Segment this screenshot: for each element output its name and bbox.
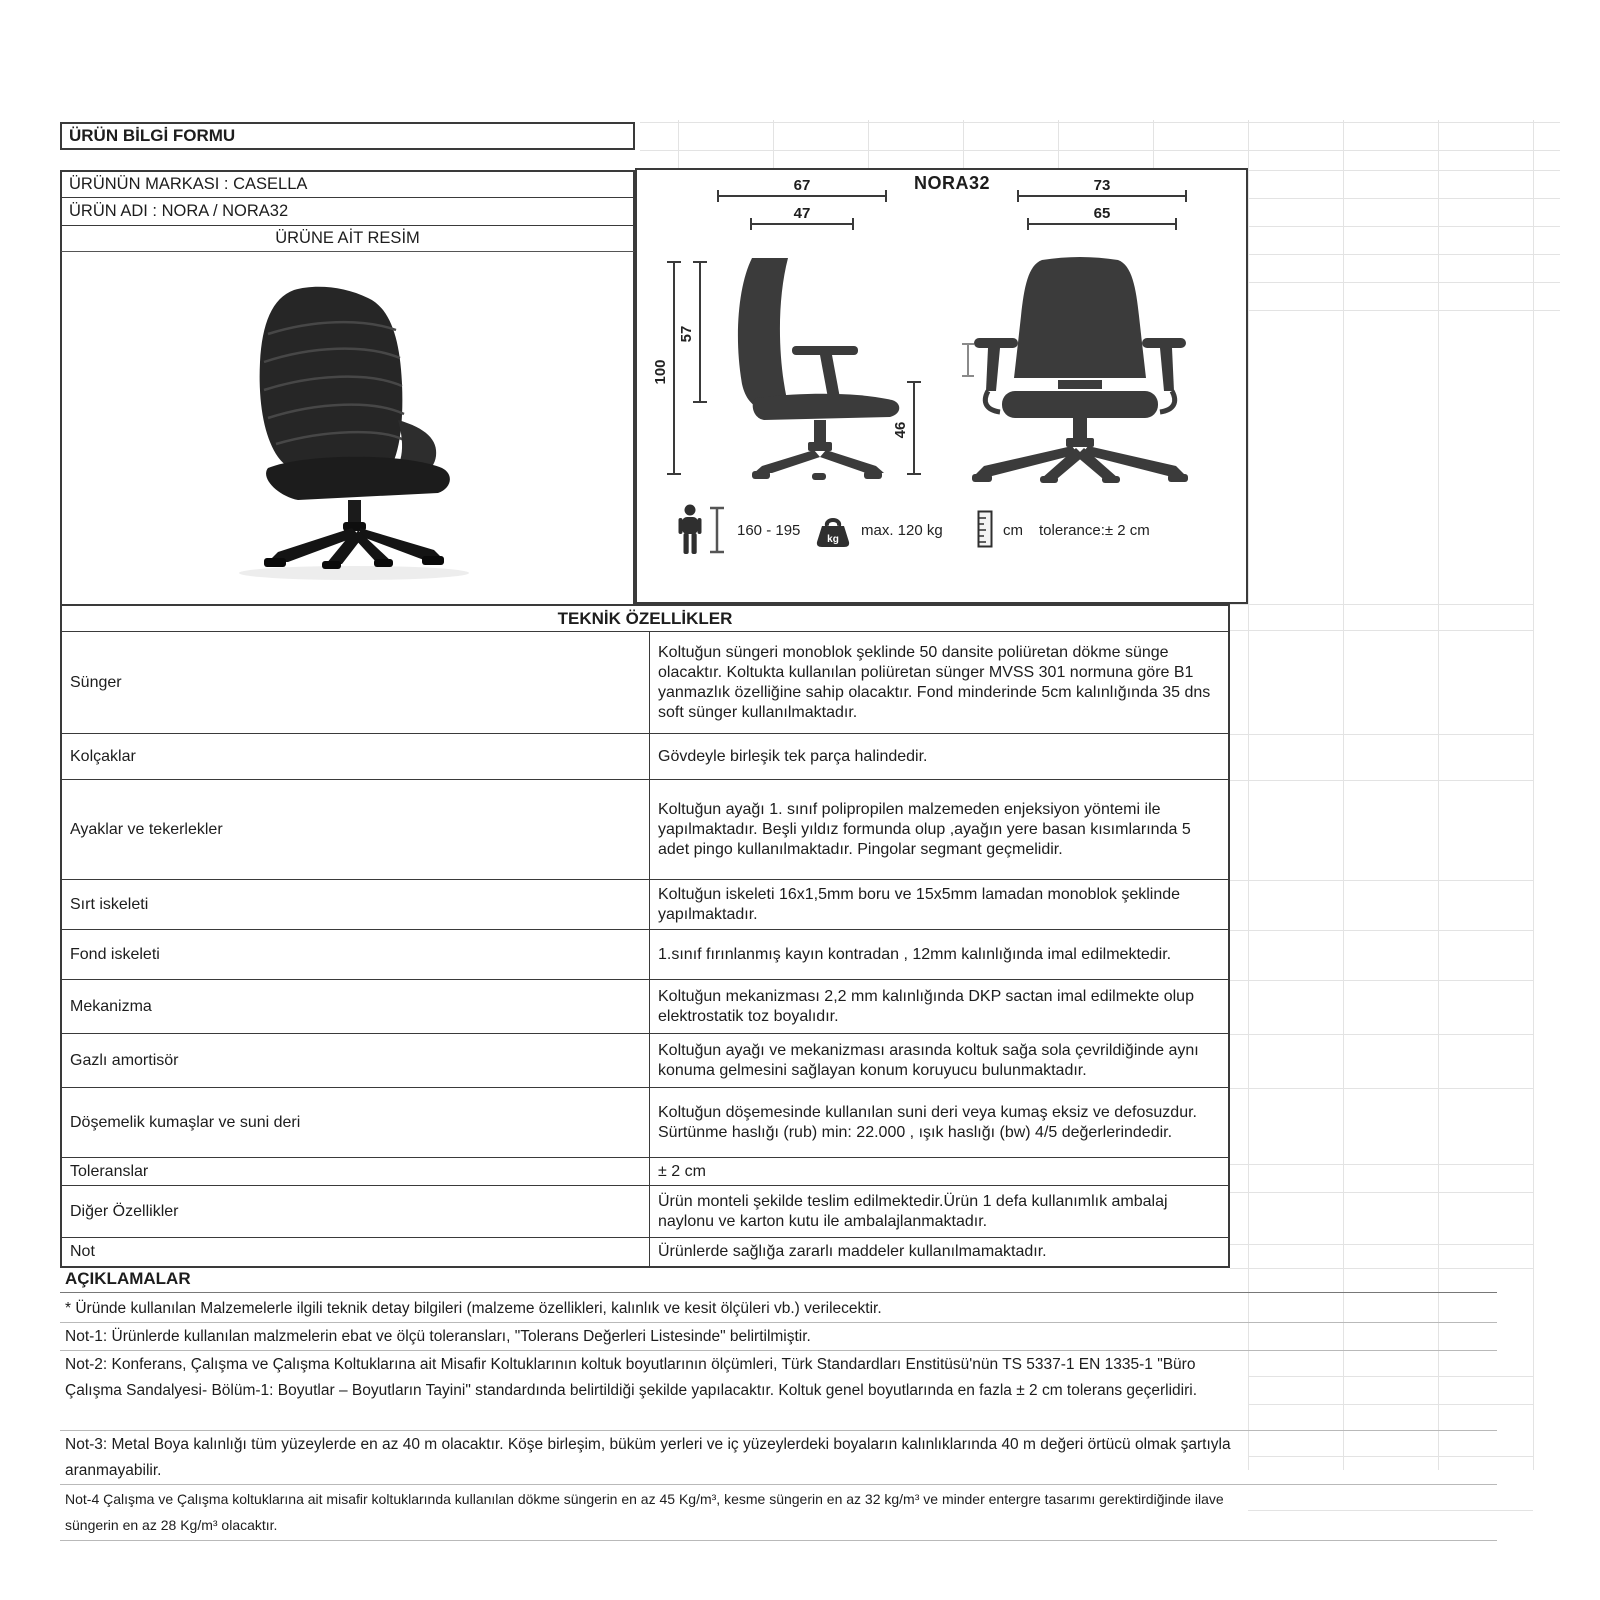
table-row xyxy=(62,1088,1228,1158)
grid-line xyxy=(1248,282,1560,283)
dim-front-seat-width: 65 xyxy=(1027,206,1177,225)
note-asterisk: * Üründe kullanılan Malzemelerle ilgili teknik detay bilgileri (malzeme özellikleri, kalınlık ve kesit ölçüleri vb.) verilecektir. xyxy=(65,1300,882,1317)
side-view-diagram xyxy=(652,252,932,488)
spec-label: Döşemelik kumaşlar ve suni deri xyxy=(62,1088,650,1157)
product-name-text: ÜRÜN ADI : NORA / NORA32 xyxy=(69,202,289,220)
weight-icon xyxy=(815,514,851,548)
product-name-cell xyxy=(60,198,635,227)
table-row xyxy=(62,734,1228,780)
grid-line xyxy=(640,150,1560,151)
dim-height-seat: 46 xyxy=(892,421,909,439)
divider xyxy=(60,1322,1497,1323)
table-row xyxy=(62,880,1228,930)
spec-label: Sırt iskeleti xyxy=(62,880,650,929)
max-weight-label: max. 120 kg xyxy=(861,522,943,539)
spec-value: Koltuğun ayağı 1. sınıf polipropilen malzemeden enjeksiyon yöntemi ile yapılmaktadır. Beşli yıldız formunda olup ,ayağın yere basan kısımlarında 5 adet pingo kullanılmaktadır. Pingolar segmant geçmelidir. xyxy=(658,800,1191,858)
dim-height-total: 100 xyxy=(652,359,669,385)
spec-label: Fond iskeleti xyxy=(62,930,650,979)
divider xyxy=(60,1540,1497,1541)
person-height-icon xyxy=(675,504,729,556)
spec-label: Toleranslar xyxy=(62,1158,650,1185)
divider xyxy=(60,1292,1497,1293)
brand-cell xyxy=(60,170,635,199)
front-dim-bracket xyxy=(962,344,974,376)
grid-line xyxy=(1230,880,1533,881)
grid-line xyxy=(1248,254,1560,255)
chair-photo-seat xyxy=(266,457,450,500)
spec-label: Ayaklar ve tekerlekler xyxy=(62,780,650,879)
spec-value: Koltuğun döşemesinde kullanılan suni deri veya kumaş eksiz ve defosuzdur. Sürtünme haslığı (rub) min: 22.000 , ışık haslığı (bw) 4/5 değerlerindedir. xyxy=(658,1103,1197,1141)
table-row xyxy=(62,632,1228,734)
grid-line xyxy=(1230,734,1533,735)
grid-line xyxy=(1230,1268,1533,1269)
spec-value: Koltuğun süngeri monoblok şeklinde 50 dansite poliüretan dökme sünge olacaktır. Koltukta kullanılan poliüretan sünger MVSS 301 normuna göre B1 yanmazlık özelliğine sahip olacaktır. Fond minderinde 5cm kalınlığında 35 dns soft sünger kullanılmaktadır. xyxy=(658,643,1211,721)
spec-table xyxy=(60,604,1230,1268)
grid-line xyxy=(868,120,869,168)
table-row xyxy=(62,1186,1228,1238)
grid-line xyxy=(1248,198,1560,199)
spec-label: Mekanizma xyxy=(62,980,650,1033)
grid-line xyxy=(1248,1456,1533,1457)
grid-line xyxy=(1248,1404,1533,1405)
front-chair-silhouette xyxy=(972,257,1188,483)
chair-photo-backrest xyxy=(260,287,403,480)
grid-line xyxy=(1230,930,1533,931)
dim-front-outer-width: 73 xyxy=(1017,178,1187,197)
spec-value: Ürünlerde sağlığa zararlı maddeler kullanılmamaktadır. xyxy=(658,1243,1047,1260)
note-1: Not-1: Ürünlerde kullanılan malzmelerin ebat ve ölçü toleransları, "Tolerans Değerleri Listesinde" belirtilmiştir. xyxy=(65,1328,811,1345)
grid-line xyxy=(1230,1244,1533,1245)
spec-value: Ürün monteli şekilde teslim edilmektedir.Ürün 1 defa kullanımlık ambalaj naylonu ve karton kutu ile ambalajlanmaktadır. xyxy=(658,1192,1168,1230)
grid-line xyxy=(1230,1088,1533,1089)
grid-line xyxy=(1248,310,1560,311)
note-2: Not-2: Konferans, Çalışma ve Çalışma Koltuklarına ait Misafir Koltuklarının koltuk boyutlarının ölçümleri, Türk Standardları Enstitüsü'nün TS 5337-1 EN 1335-1 "Büro Çalışma Sandalyesi- Bölüm-1: Boyutlar – Boyutların Tayini" standardında belirtildiği şekilde yapılacaktır. Koltuk genel boyutlarında en fazla ± 2 cm tolerans geçerlidiri. xyxy=(65,1356,1198,1399)
form-title-cell xyxy=(60,122,635,150)
grid-line xyxy=(678,120,679,168)
divider xyxy=(60,1484,1497,1485)
side-dim-lines xyxy=(667,262,921,474)
chair-photo-base xyxy=(264,500,444,569)
grid-line xyxy=(1230,1164,1533,1165)
image-caption-text: ÜRÜNE AİT RESİM xyxy=(275,229,420,247)
grid-line xyxy=(1248,170,1560,171)
table-row xyxy=(62,1158,1228,1186)
side-chair-silhouette xyxy=(738,258,899,480)
weight-unit-label: kg xyxy=(827,534,839,545)
spec-label: Diğer Özellikler xyxy=(62,1186,650,1237)
spec-value: Koltuğun ayağı ve mekanizması arasında koltuk sağa sola çevrildiğinde aynı konuma gelmesini sağlayan konum koruyucu bulunmaktadır. xyxy=(658,1041,1199,1079)
form-title: ÜRÜN BİLGİ FORMU xyxy=(69,126,236,145)
spec-value: Koltuğun mekanizması 2,2 mm kalınlığında DKP sactan imal edilmekte olup elektrostatik toz boyalıdır. xyxy=(658,987,1194,1025)
spec-label: Gazlı amortisör xyxy=(62,1034,650,1087)
model-label: NORA32 xyxy=(913,173,991,193)
person-height-range: 160 - 195 xyxy=(737,522,801,539)
ruler-icon xyxy=(977,510,993,548)
spec-value: Koltuğun iskeleti 16x1,5mm boru ve 15x5mm lamadan monoblok şeklinde yapılmaktadır. xyxy=(658,885,1181,923)
dim-height-back: 57 xyxy=(678,325,695,343)
grid-line xyxy=(1230,630,1533,631)
grid-line xyxy=(1230,604,1533,605)
tolerance-label: tolerance:± 2 cm xyxy=(1039,522,1150,539)
spec-table-header: TEKNİK ÖZELLİKLER xyxy=(62,606,1228,632)
grid-line xyxy=(1230,1034,1533,1035)
grid-line xyxy=(1230,980,1533,981)
product-photo-cell xyxy=(60,252,635,604)
grid-line xyxy=(640,122,1560,123)
chair-photo xyxy=(202,272,492,584)
grid-line xyxy=(1248,1376,1533,1377)
notes-header: AÇIKLAMALAR xyxy=(65,1269,191,1288)
divider xyxy=(60,1430,1497,1431)
ruler-unit-label: cm xyxy=(1003,522,1023,539)
grid-line xyxy=(773,120,774,168)
table-row xyxy=(62,1034,1228,1088)
spec-value: ± 2 cm xyxy=(658,1162,706,1180)
table-row xyxy=(62,780,1228,880)
table-row xyxy=(62,980,1228,1034)
grid-line xyxy=(1153,120,1154,168)
dim-side-seat-width: 47 xyxy=(750,206,854,225)
grid-line xyxy=(1248,1510,1533,1511)
table-row xyxy=(62,930,1228,980)
spec-value: 1.sınıf fırınlanmış kayın kontradan , 12mm kalınlığında imal edilmektedir. xyxy=(658,945,1172,963)
front-view-diagram xyxy=(950,252,1220,488)
grid-line xyxy=(1230,1192,1533,1193)
spec-value: Gövdeyle birleşik tek parça halindedir. xyxy=(658,747,928,765)
technical-drawing-box xyxy=(635,168,1248,604)
spec-label: Not xyxy=(62,1238,650,1266)
grid-line xyxy=(1533,120,1534,1470)
dim-side-outer-width: 67 xyxy=(717,178,887,197)
table-row xyxy=(62,1238,1228,1266)
grid-line xyxy=(963,120,964,168)
spec-label: Sünger xyxy=(62,632,650,733)
brand-text: ÜRÜNÜN MARKASI : CASELLA xyxy=(69,175,308,193)
grid-line xyxy=(1058,120,1059,168)
note-3: Not-3: Metal Boya kalınlığı tüm yüzeylerde en az 40 m olacaktır. Köşe birleşim, büküm yerleri ve iç yüzeylerdeki boyaların kalınlıklarında 40 m değeri örtücü olmak şartıyla aranmayabilir. xyxy=(65,1436,1231,1479)
spec-label: Kolçaklar xyxy=(62,734,650,779)
grid-line xyxy=(1248,226,1560,227)
image-caption-cell xyxy=(60,226,635,252)
divider xyxy=(60,1350,1497,1351)
note-4: Not-4 Çalışma ve Çalışma koltuklarına ait misafir koltuklarında kullanılan dökme süngerin en az 45 Kg/m³, kesme süngerin en az 32 kg/m³ ve minder entergre tasarımı gerektirdiğinde ilave süngerin en az 28 Kg/m³ olacaktır. xyxy=(65,1491,1224,1533)
grid-line xyxy=(1230,780,1533,781)
